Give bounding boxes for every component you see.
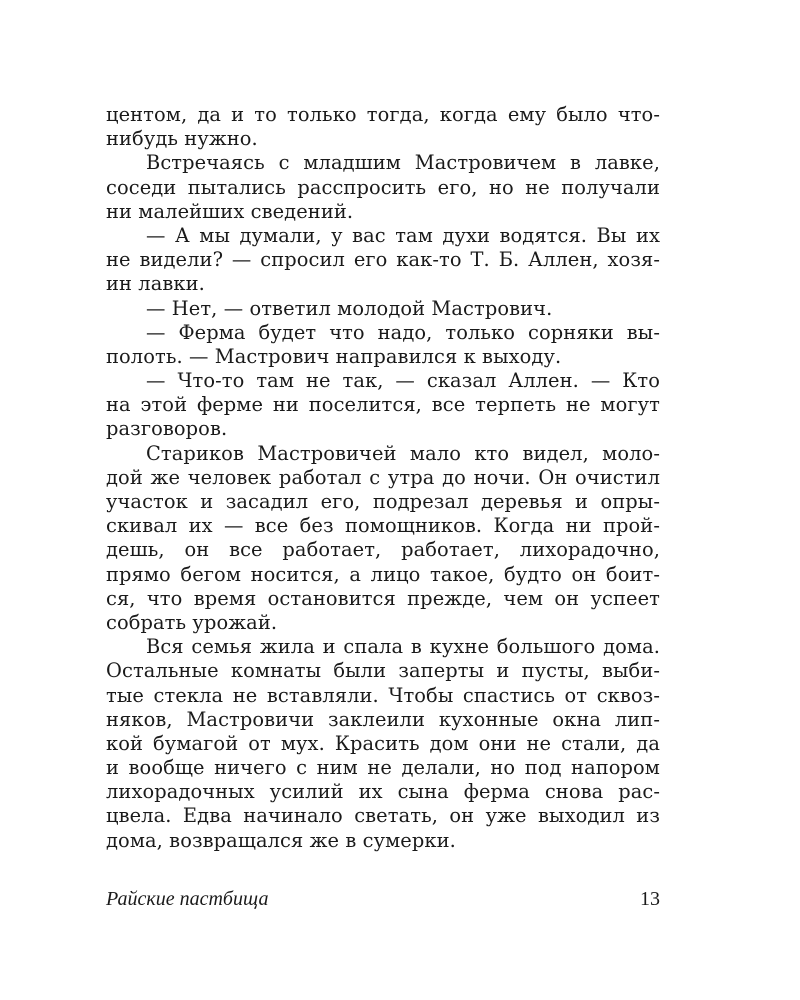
text-line: тые стекла не вставляли. Чтобы спастись от сквоз- — [106, 683, 660, 707]
text-line: ни малейших сведений. — [106, 199, 354, 223]
text-line: цвела. Едва начинало светать, он уже выходил из — [106, 804, 660, 828]
page-number: 13 — [640, 888, 660, 910]
text-line: Остальные комнаты были заперты и пусты, выби- — [106, 659, 660, 683]
text-line: нибудь нужно. — [106, 127, 258, 151]
text-line: скивал их — все без помощников. Когда ни прой- — [106, 514, 660, 538]
text-line: лихорадочных усилий их сына ферма снова рас- — [106, 780, 660, 804]
text-line: центом, да и то только тогда, когда ему было что- — [106, 103, 660, 126]
text-line: няков, Мастровичи заклеили кухонные окна лип- — [106, 707, 660, 731]
text-line: ся, что время остановится прежде, чем он успеет — [106, 586, 660, 610]
text-line: соседи пытались расспросить его, но не получали — [106, 175, 660, 199]
text-line: собрать урожай. — [106, 610, 278, 634]
text-line: кой бумагой от мух. Красить дом они не стали, да — [106, 731, 660, 755]
paragraph — [106, 442, 660, 636]
text-line: Встречаясь с младшим Мастровичем в лавке, — [146, 151, 660, 175]
text-line: Стариков Мастровичей мало кто видел, моло- — [146, 441, 660, 465]
text-line: дой же человек работал с утра до ночи. Он очистил — [106, 465, 660, 489]
text-line: Вся семья жила и спала в кухне большого дома. — [146, 635, 660, 659]
paragraph — [106, 635, 660, 853]
text-line: не видели? — спросил его как-то Т. Б. Аллен, хозя- — [106, 248, 660, 272]
text-line: — Нет, — ответил молодой Мастрович. — [146, 296, 553, 320]
text-line: полоть. — Мастрович направился к выходу. — [106, 344, 562, 368]
text-line: — Что-то там не так, — сказал Аллен. — Кто — [146, 369, 660, 393]
text-line: — А мы думали, у вас там духи водятся. Вы их — [146, 223, 660, 247]
text-line: прямо бегом носится, а лицо такое, будто он боит- — [106, 562, 660, 586]
paragraph — [106, 321, 660, 369]
text-line: дома, возвращался же в сумерки. — [106, 828, 456, 852]
paragraph — [106, 297, 660, 321]
text-line: участок и засадил его, подрезал деревья и опры- — [106, 490, 660, 513]
text-line: на этой ферме ни поселится, все терпеть не могут — [106, 393, 660, 417]
running-title: Райские пастбища — [106, 888, 269, 910]
page-footer — [106, 884, 660, 914]
text-line: — Ферма будет что надо, только сорняки вы- — [146, 320, 660, 344]
paragraph — [106, 369, 660, 442]
text-line: ин лавки. — [106, 272, 205, 296]
text-line: разговоров. — [106, 417, 228, 441]
body-text — [106, 103, 660, 853]
text-line: дешь, он все работает, работает, лихорадочно, — [106, 538, 660, 562]
paragraph — [106, 151, 660, 224]
text-line: и вообще ничего с ним не делали, но под напором — [106, 756, 660, 780]
paragraph — [106, 103, 660, 151]
paragraph — [106, 224, 660, 297]
